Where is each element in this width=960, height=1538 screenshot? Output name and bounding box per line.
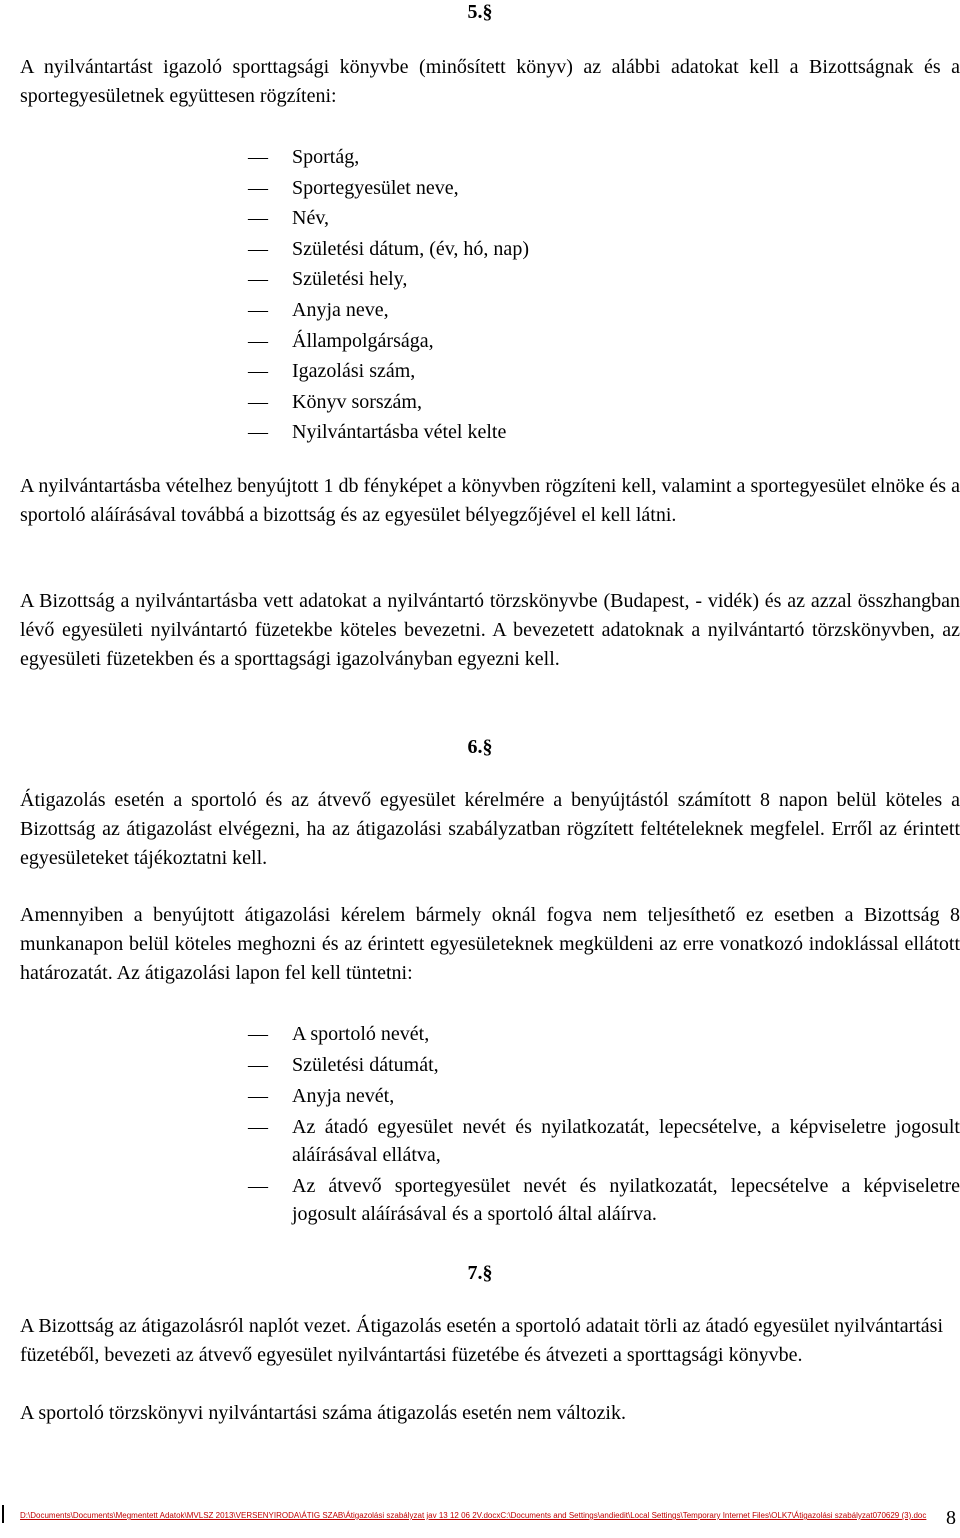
- section-5-intro: A nyilvántartást igazoló sporttagsági könyvbe (minősített könyv) az alábbi adatokat kell a Bizottságnak és a sportegyesületnek együttesen rögzíteni:: [20, 56, 960, 107]
- dash-bullet-icon: —: [248, 268, 268, 291]
- list-item: — Nyilvántartásba vétel kelte: [248, 417, 960, 448]
- list-item: — Igazolási szám,: [248, 356, 960, 387]
- dash-bullet-icon: —: [248, 1116, 268, 1138]
- list-item: — Könyv sorszám,: [248, 387, 960, 418]
- dash-bullet-icon: —: [248, 1054, 268, 1076]
- list-item: — Születési dátum, (év, hó, nap): [248, 234, 960, 265]
- dash-bullet-icon: —: [248, 390, 268, 413]
- list-item: — Az átadó egyesület nevét és nyilatkozatát, lepecsételve, a képviseletre jogosult aláírásával ellátva,: [248, 1113, 960, 1169]
- list-item: — Az átvevő sportegyesület nevét és nyilatkozatát, lepecsételve a képviseletre jogosult aláírásával és a sportoló által aláírva.: [248, 1172, 960, 1228]
- list-item: — Név,: [248, 203, 960, 234]
- list-item: — Anyja neve,: [248, 295, 960, 326]
- page-number: 8: [946, 1507, 956, 1529]
- photo-paragraph: A nyilvántartásba vételhez benyújtott 1 db fényképet a könyvben rögzíteni kell, valamint a sportegyesület elnöke és a sportoló aláírásával továbbá a bizottság és az egyesület bélyegzőjével el kell látni.: [20, 475, 960, 526]
- list-item: — Születési dátumát,: [248, 1051, 960, 1079]
- dash-bullet-icon: —: [248, 298, 268, 321]
- dash-bullet-icon: —: [248, 1175, 268, 1197]
- registry-number-paragraph: A sportoló törzskönyvi nyilvántartási száma átigazolás esetén nem változik.: [20, 1402, 626, 1424]
- footer-margin-mark: [2, 1505, 4, 1523]
- log-paragraph: A Bizottság az átigazolásról naplót vezet. Átigazolás esetén a sportoló adatait törli az átadó egyesület nyilvántartási füzetéből, bevezeti az átvevő egyesület nyilvántartási füzetébe és átvezeti a sporttagsági könyvbe.: [20, 1315, 944, 1366]
- list-item: — Sportág,: [248, 142, 960, 173]
- list-item: — Születési hely,: [248, 264, 960, 295]
- section-6-heading: 6.§: [467, 736, 493, 758]
- rejection-paragraph: Amennyiben a benyújtott átigazolási kérelem bármely oknál fogva nem teljesíthető ez esetben a Bizottság 8 munkanapon belül köteles meghozni és az érintett egyesületeknek megküldeni az erre vonatkozó indoklással ellátott határozatát. Az átigazolási lapon fel kell tüntetni:: [20, 904, 960, 984]
- dash-bullet-icon: —: [248, 329, 268, 352]
- list-item: — Állampolgársága,: [248, 326, 960, 357]
- footer-file-path: D:\Documents\Documents\Megmentett Adatok\MVLSZ 2013\VERSENYIRODA\ÁTIG SZAB\Átigazolási szabályzat jav 13 12 06 2V.docxC:\Documents and Settings\andiedit\Local Settings\Temporary Internet Files\OLK7\Átigazolási szabályzat070629 (3).doc: [20, 1511, 927, 1520]
- dash-bullet-icon: —: [248, 1085, 268, 1107]
- transfer-paragraph: Átigazolás esetén a sportoló és az átvevő egyesület kérelmére a benyújtástól számított 8 napon belül köteles a Bizottság az átigazolást elvégezni, ha az átigazolási szabályzatban rögzített feltételeknek megfelel. Erről az érintett egyesületeket tájékoztatni kell.: [20, 789, 960, 869]
- dash-bullet-icon: —: [248, 1023, 268, 1045]
- list-item: — A sportoló nevét,: [248, 1020, 960, 1048]
- list-item: — Anyja nevét,: [248, 1082, 960, 1110]
- dash-bullet-icon: —: [248, 176, 268, 199]
- dash-bullet-icon: —: [248, 421, 268, 444]
- dash-bullet-icon: —: [248, 146, 268, 168]
- section-5-heading: 5.§: [467, 1, 493, 23]
- list-item: — Sportegyesület neve,: [248, 173, 960, 204]
- section-5-list: [248, 142, 960, 448]
- section-6-list: [248, 1020, 960, 1231]
- register-paragraph: A Bizottság a nyilvántartásba vett adatokat a nyilvántartó törzskönyvbe (Budapest, - vidék) és az azzal összhangban lévő egyesületi nyilvántartó füzetekbe köteles bevezetni. A bevezetett adatoknak a nyilvántartó törzskönyvben, az egyesületi füzetekben és a sporttagsági igazolványban egyezni kell.: [20, 590, 960, 670]
- section-7-heading: 7.§: [467, 1262, 493, 1284]
- dash-bullet-icon: —: [248, 360, 268, 383]
- dash-bullet-icon: —: [248, 207, 268, 230]
- dash-bullet-icon: —: [248, 237, 268, 260]
